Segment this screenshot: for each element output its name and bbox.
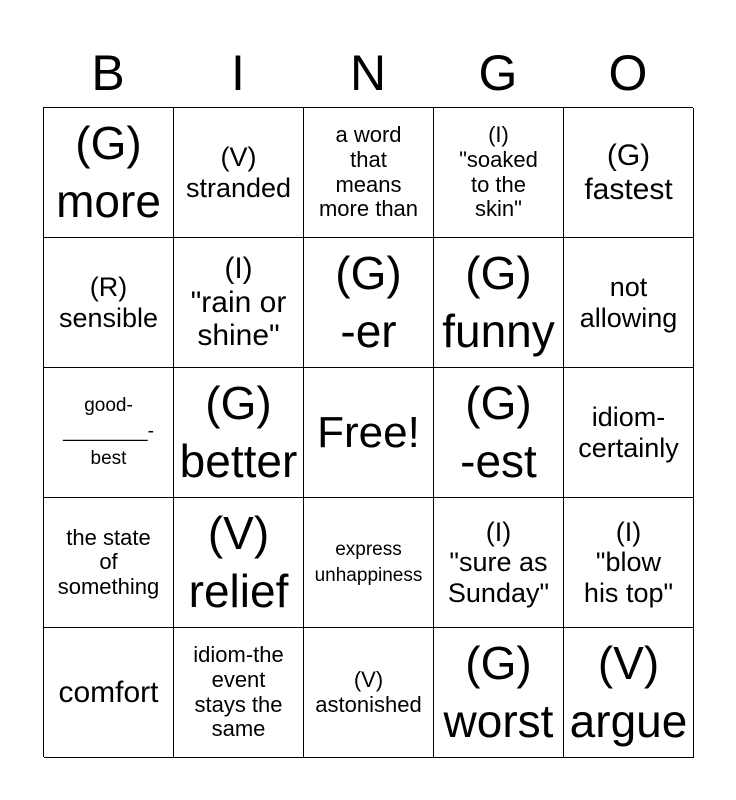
- cell-text: the state of something: [57, 524, 160, 599]
- bingo-cell[interactable]: [434, 368, 564, 498]
- cell-text: comfort: [58, 675, 159, 709]
- bingo-cell[interactable]: [44, 238, 174, 368]
- bingo-cell[interactable]: [44, 108, 174, 238]
- cell-text: (V) astonished: [315, 666, 422, 717]
- cell-text: idiom- certainly: [578, 402, 679, 463]
- cell-text: (G) funny: [442, 247, 555, 357]
- bingo-cell[interactable]: [174, 368, 304, 498]
- free-space-label: Free!: [317, 407, 420, 457]
- cell-text: (I) "blow his top": [583, 517, 674, 608]
- cell-text: (V) stranded: [185, 142, 292, 203]
- bingo-cell[interactable]: [304, 498, 434, 628]
- bingo-cell[interactable]: [564, 368, 694, 498]
- bingo-card: [43, 107, 693, 757]
- bingo-cell[interactable]: [304, 108, 434, 238]
- cell-text: (I) "sure as Sunday": [447, 517, 550, 608]
- cell-text: (G) -est: [460, 377, 537, 487]
- cell-text: (R) sensible: [58, 272, 159, 333]
- bingo-cell[interactable]: [564, 108, 694, 238]
- bingo-cell[interactable]: [434, 108, 564, 238]
- cell-text: (G) fastest: [584, 138, 673, 206]
- bingo-cell[interactable]: [174, 498, 304, 628]
- cell-text: (G) worst: [443, 637, 554, 747]
- cell-text: not allowing: [579, 272, 678, 333]
- header-letter-i: I: [231, 45, 245, 101]
- header-letter-n: N: [349, 45, 387, 101]
- header-letter-g: G: [478, 45, 518, 101]
- header-letter-b: B: [91, 45, 125, 101]
- bingo-cell[interactable]: [564, 628, 694, 758]
- bingo-header: [43, 40, 693, 106]
- bingo-cell[interactable]: [564, 238, 694, 368]
- bingo-cell[interactable]: [434, 628, 564, 758]
- bingo-cell[interactable]: [434, 498, 564, 628]
- cell-text: (G) more: [56, 117, 161, 227]
- cell-text: express unhappiness: [314, 538, 423, 586]
- cell-text: good- ________- best: [63, 394, 154, 469]
- cell-text: (G) -er: [335, 247, 402, 357]
- cell-text: (I) "rain or shine": [190, 252, 287, 353]
- bingo-cell[interactable]: [44, 628, 174, 758]
- bingo-cell[interactable]: [564, 498, 694, 628]
- cell-text: (V) relief: [188, 507, 289, 617]
- bingo-cell[interactable]: [304, 628, 434, 758]
- bingo-cell[interactable]: [434, 238, 564, 368]
- bingo-cell[interactable]: [44, 368, 174, 498]
- cell-text: (G) better: [179, 377, 298, 487]
- bingo-cell-free[interactable]: [304, 368, 434, 498]
- cell-text: (I) "soaked to the skin": [459, 122, 538, 222]
- cell-text: (V) argue: [569, 637, 688, 747]
- header-letter-o: O: [608, 45, 648, 101]
- bingo-cell[interactable]: [174, 628, 304, 758]
- bingo-cell[interactable]: [304, 238, 434, 368]
- cell-text: idiom-the event stays the same: [193, 642, 284, 742]
- bingo-cell[interactable]: [174, 108, 304, 238]
- bingo-cell[interactable]: [174, 238, 304, 368]
- cell-text: a word that means more than: [318, 122, 419, 222]
- bingo-cell[interactable]: [44, 498, 174, 628]
